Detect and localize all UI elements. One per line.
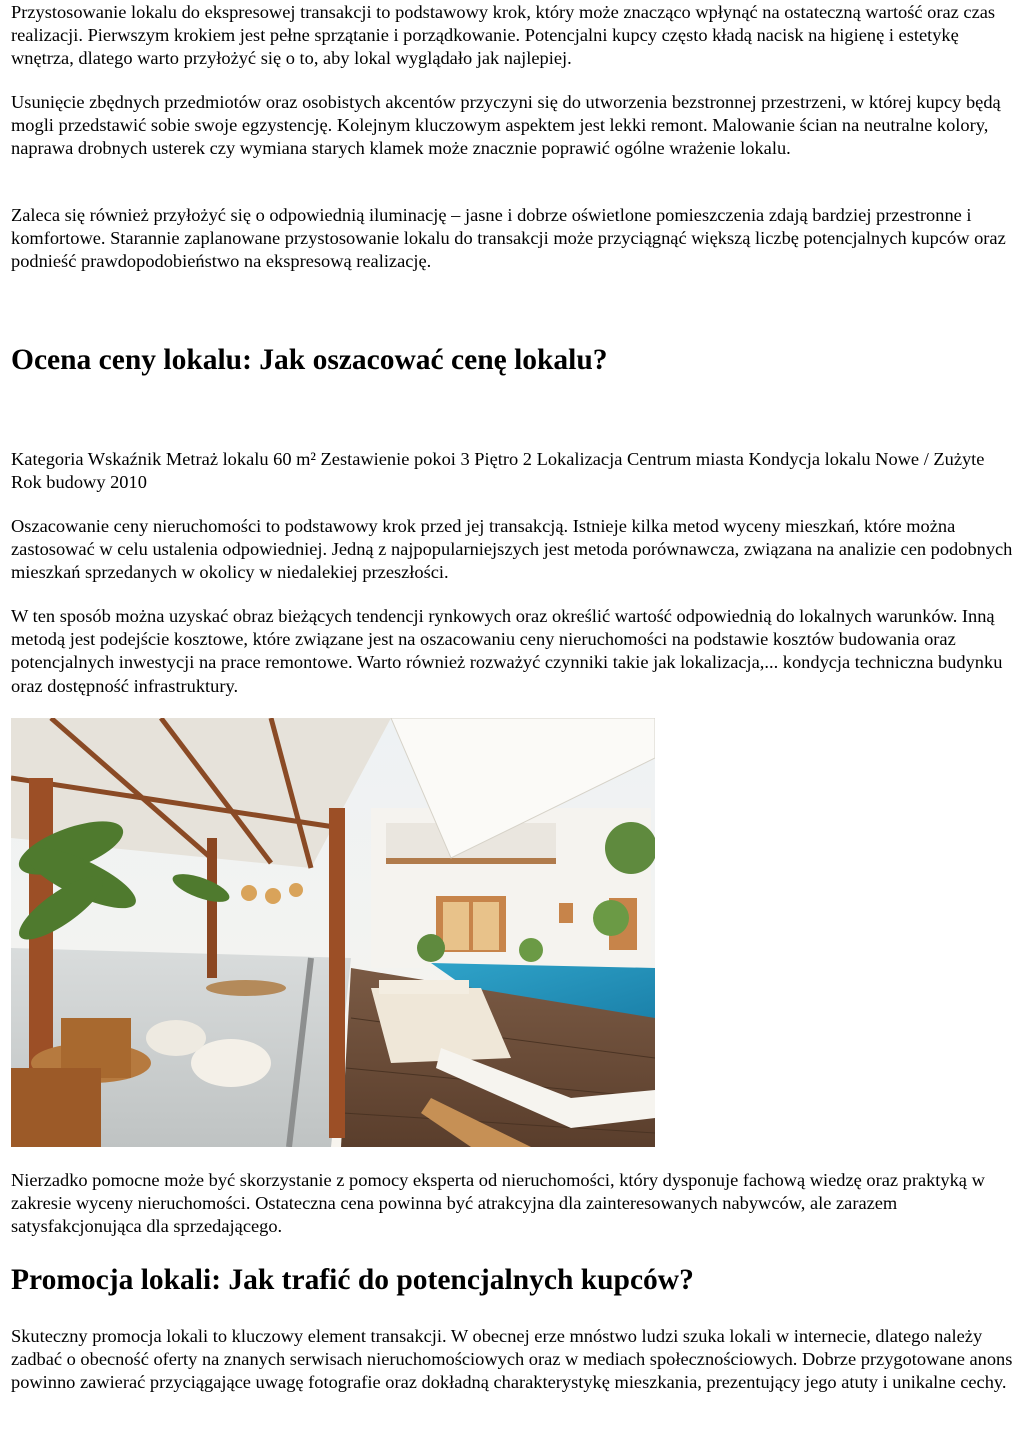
paragraph-promotion: Skuteczny promocja lokali to kluczowy element transakcji. W obecnej erze mnóstwo ludzi szuka lokali w internecie, dlatego należy zadbać o obecność oferty na znanych serwisach nieruchomościowych oraz w mediach społecznościowych. Dobrze przygotowane anons powinno zawierać przyciągające uwagę fotografie oraz dokładną charakterystykę mieszkania, prezentujący jego atuty i unikalne cechy. (11, 1326, 1013, 1393)
paragraph-lighting: Zaleca się również przyłożyć się o odpowiednią iluminację – jasne i dobrze oświetlone pomieszczenia zdają bardziej przestronne i komfortowe. Starannie zaplanowane przystosowanie lokalu do transakcji może przyciągnąć większą liczbę potencjalnych kupców oraz podnieść prawdopodobieństwo na ekspresową realizację. (11, 205, 1006, 272)
villa-pool-photo (11, 718, 655, 1147)
paragraph-expert: Nierzadko pomocne może być skorzystanie z pomocy eksperta od nieruchomości, który dysponuje fachową wiedzę oraz praktyką w zakresie wyceny nieruchomości. Ostateczna cena powinna być atrakcyjna dla zainteresowanych nabywców, ale zarazem satysfakcjonująca dla sprzedającego. (11, 1170, 985, 1237)
paragraph-declutter: Usunięcie zbędnych przedmiotów oraz osobistych akcentów przyczyni się do utworzenia bezstronnej przestrzeni, w której kupcy będą mogli przedstawić sobie swoje egzystencję. Kolejnym kluczowym aspektem jest lekki remont. Malowanie ścian na neutralne kolory, naprawa drobnych usterek czy wymiana starych klamek może znacznie poprawić ogólne wrażenie lokalu. (11, 92, 1001, 159)
paragraph-intro: Przystosowanie lokalu do ekspresowej transakcji to podstawowy krok, który może znacząco wpłynąć na ostateczną wartość oraz czas realizacji. Pierwszym krokiem jest pełne sprzątanie i porządkowanie. Potencjalni kupcy często kładą nacisk na higienę i estetykę wnętrza, dlatego warto przyłożyć się o to, aby lokal wyglądało jak najlepiej. (11, 2, 996, 69)
paragraph-market-trends: W ten sposób można uzyskać obraz bieżących tendencji rynkowych oraz określić wartość odpowiednią do lokalnych warunków. Inną metodą jest podejście kosztowe, które związane jest na oszacowaniu ceny nieruchomości na podstawie kosztów budowania oraz potencjalnych inwestycji na prace remontowe. Warto również rozważyć czynniki takie jak lokalizacja,... kondycja techniczna budynku oraz dostępność infrastruktury. (11, 606, 1003, 696)
paragraph-valuation: Oszacowanie ceny nieruchomości to podstawowy krok przed jej transakcją. Istnieje kilka metod wyceny mieszkań, które można zastosować w celu ustalenia odpowiedniej. Jedną z najpopularniejszych jest metoda porównawcza, związana na analizie cen podobnych mieszkań sprzedanych w okolicy w niedalekiej przeszłości. (11, 516, 1013, 583)
paragraph-property-summary: Kategoria Wskaźnik Metraż lokalu 60 m² Zestawienie pokoi 3 Piętro 2 Lokalizacja Centrum miasta Kondycja lokalu Nowe / Zużyte Rok budowy 2010 (11, 449, 985, 493)
section-heading-price: Ocena ceny lokalu: Jak oszacować cenę lokalu? (11, 344, 608, 376)
section-heading-promotion: Promocja lokali: Jak trafić do potencjalnych kupców? (11, 1264, 694, 1296)
